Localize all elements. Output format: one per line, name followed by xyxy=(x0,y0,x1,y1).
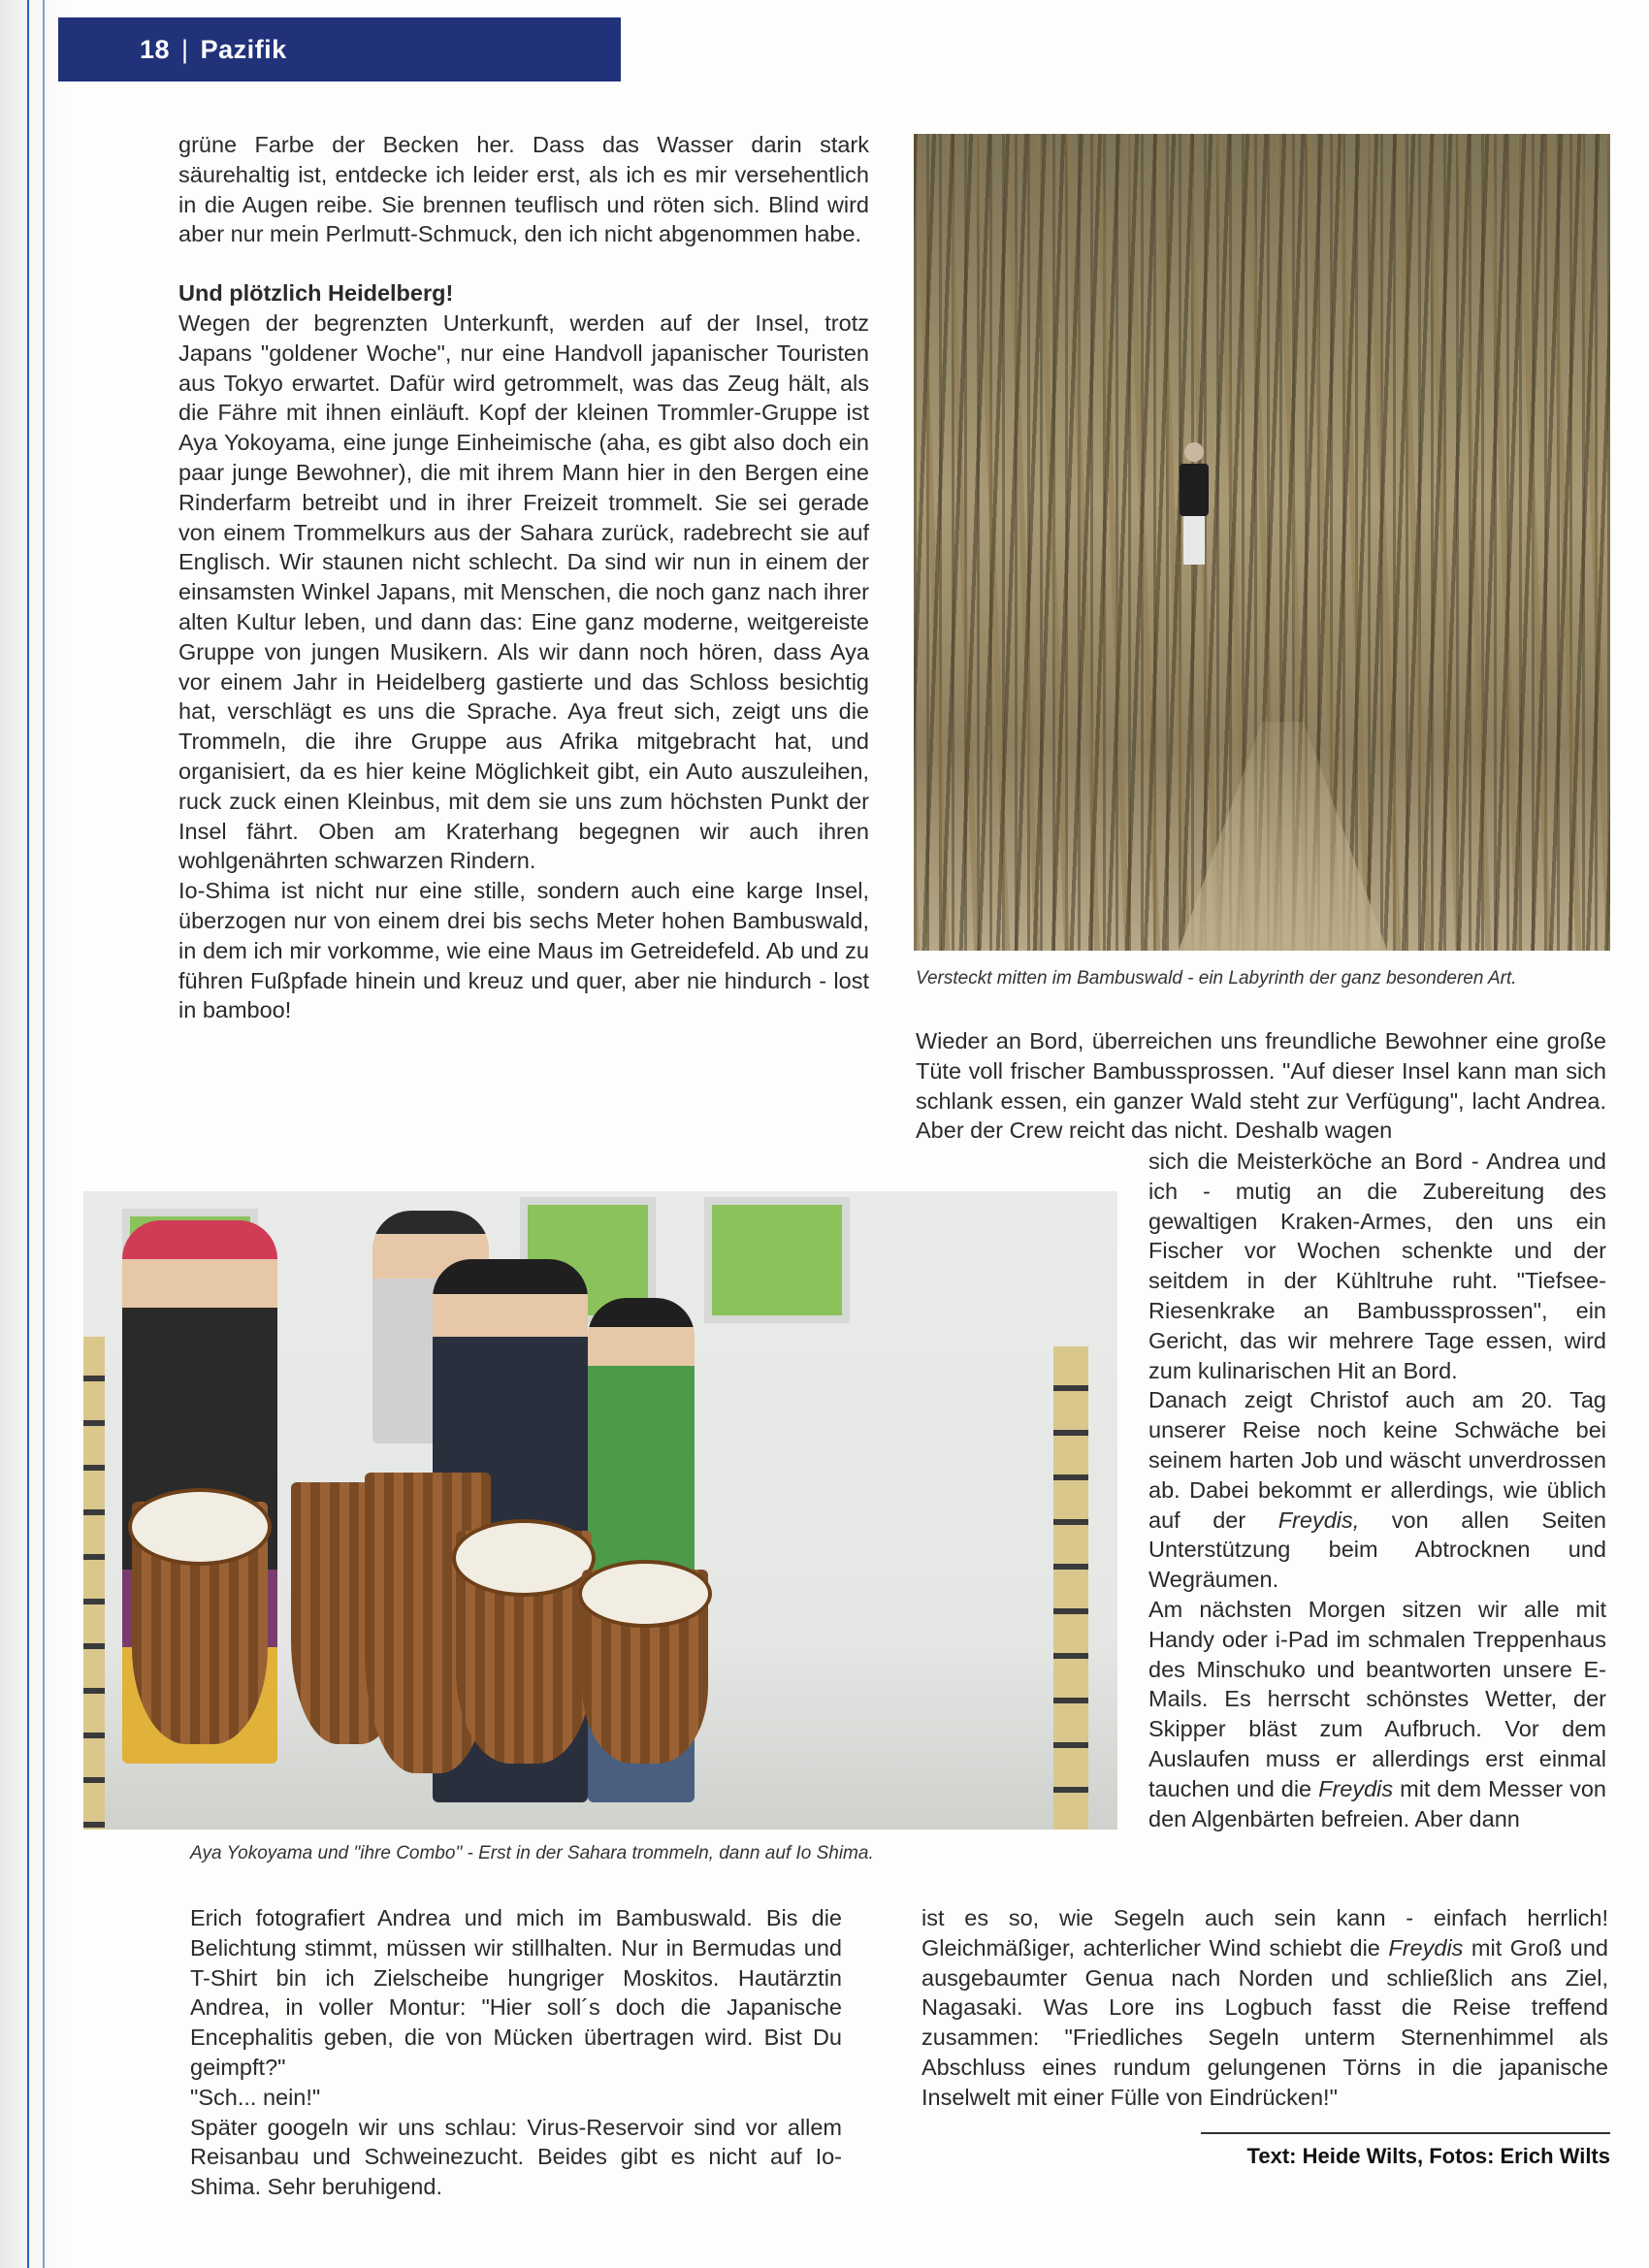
binding-line xyxy=(43,0,45,2268)
paragraph xyxy=(1148,1385,1606,1595)
text-run: Am nächsten Morgen sitzen wir alle mit Handy oder i-Pad im schmalen Treppenhaus des Minschuko und beantworten unsere E-Mails. Es herrscht schönstes Wetter, der Skipper bläst zum Aufbruch. Vor dem Auslaufen muss er allerdings erst einmal tauchen und die xyxy=(1148,1596,1606,1801)
boat-name: Freydis, xyxy=(1277,1507,1360,1533)
paragraph: grüne Farbe der Becken her. Dass das Wasser darin stark säurehaltig ist, entdecke ich leider erst, als ich es mir versehentlich in die Augen reibe. Sie brennen teuflisch und röten sich. Blind wird aber nur mein Perlmutt-Schmuck, den ich nicht abgenommen habe. xyxy=(178,132,869,247)
paragraph: "Sch... nein!" xyxy=(190,2084,321,2110)
article-column-right-bottom xyxy=(922,1903,1608,2113)
text-run: mit Groß und ausgebaumter Genua nach Norden und schließlich ans Ziel, Nagasaki. Was Lore ins Logbuch fasst die Reise treffend zusammen: "Friedliches Segeln unterm Sternenhimmel als Abschluss eines rundum gelungenen Törns in die japanische Inselwelt mit einer Fülle von Eindrücken!" xyxy=(922,1934,1608,2110)
bamboo-forest-photo xyxy=(914,134,1610,951)
paragraph: Erich fotografiert Andrea und mich im Bambuswald. Bis die Belichtung stimmt, müssen wir stillhalten. Nur in Bermudas und T-Shirt bin ich Zielscheibe hungriger Moskitos. Hautärztin Andrea, in voller Montur: "Hier soll´s doch die Japanische Encephalitis geben, die von Mücken übertragen wird. Bist Du geimpft?" xyxy=(190,1905,842,2080)
paragraph: Io-Shima ist nicht nur eine stille, sondern auch eine karge Insel, überzogen nur von einem drei bis sechs Meter hohen Bambuswald, in dem ich mir vorkomme, wie eine Maus im Getreidefeld. Ab und zu führen Fußpfade hinein und kreuz und quer, aber nie hindurch - lost in bamboo! xyxy=(178,878,869,1023)
article-column-left-bottom xyxy=(190,1903,842,2202)
paragraph: Wieder an Bord, überreichen uns freundliche Bewohner eine große Tüte voll frischer Bambussprossen. "Auf dieser Insel kann man sich schlank essen, ein ganzer Wald steht zur Verfügung", lacht Andrea. Aber der Crew reicht das nicht. Deshalb wagen xyxy=(916,1028,1606,1144)
page-number: 18 xyxy=(140,34,171,64)
article-column-right-top xyxy=(916,1026,1606,1146)
section-title: Pazifik xyxy=(200,34,287,64)
page-binding-edge xyxy=(0,0,68,2268)
text-run: von allen Seiten Unterstützung beim Abtrocknen und Wegräumen. xyxy=(1148,1507,1606,1593)
author-credit: Text: Heide Wilts, Fotos: Erich Wilts xyxy=(1246,2144,1610,2168)
text-run: mit dem Messer von den Algenbärten befreien. Aber dann xyxy=(1148,1775,1606,1831)
binding-line xyxy=(27,0,29,2268)
hiker-figure xyxy=(1178,442,1211,568)
drum-group-photo xyxy=(83,1191,1117,1830)
paragraph: Später googeln wir uns schlau: Virus-Reservoir sind vor allem Reisanbau und Schweinezucht. Beides gibt es nicht auf Io-Shima. Sehr beruhigend. xyxy=(190,2114,842,2200)
header-separator: | xyxy=(181,34,189,64)
paragraph xyxy=(922,1903,1608,2113)
paragraph xyxy=(1148,1595,1606,1833)
drum-head xyxy=(578,1560,712,1628)
subheading: Und plötzlich Heidelberg! xyxy=(178,280,454,307)
drum-photo-caption: Aya Yokoyama und "ihre Combo" - Erst in der Sahara trommeln, dann auf Io Shima. xyxy=(190,1843,874,1863)
drum-head xyxy=(128,1488,272,1566)
drum-head xyxy=(452,1519,596,1597)
text-run: ist es so, wie Segeln auch sein kann - einfach herrlich! Gleichmäßiger, achterlicher Wind schiebt die xyxy=(922,1905,1608,1960)
paragraph: Wegen der begrenzten Unterkunft, werden auf der Insel, trotz Japans "goldener Woche", nur eine Handvoll japanischer Touristen aus Tokyo erwartet. Dafür wird getrommelt, was das Zeug hält, als die Fähre mit ihnen einläuft. Kopf der kleinen Trommler-Gruppe ist Aya Yokoyama, eine junge Einheimische (aha, es gibt also doch ein paar junge Bewohner), die mit ihrem Mann hier in den Bergen eine Rinderfarm betreibt und in ihrer Freizeit trommelt. Sie sei gerade von einem Trommelkurs aus der Sahara zurück, radebrecht sie auf Englisch. Wir staunen nicht schlecht. Da sind wir nun in einem der einsamsten Winkel Japans, mit Menschen, die noch ganz nach ihrer alten Kultur leben, und dann das: Eine ganz moderne, weitgereiste Gruppe von jungen Musikern. Als wir dann noch hören, dass Aya vor einem Jahr in Heidelberg gastierte und das Schloss besichtig hat, verschlägt es uns die Sprache. Aya freut sich, zeigt uns die Trommeln, die ihre Gruppe aus Afrika mitgebracht hat, und organisiert, da es hier keine Möglichkeit gibt, ein Auto auszuleihen, ruck zuck einen Kleinbus, mit dem sie uns zum höchsten Punkt der Insel fährt. Oben am Kraterhang begegnen wir auch ihren wohlgenährten schwarzen Rindern. xyxy=(178,309,869,874)
boat-name: Freydis xyxy=(1388,1934,1464,1960)
page-header xyxy=(58,17,621,81)
boat-name: Freydis xyxy=(1318,1775,1394,1801)
paragraph: sich die Meisterköche an Bord - Andrea und ich - mutig an die Zubereitung des gewaltigen Kraken-Armes, den uns ein Fischer vor Wochen schenkte und der seitdem in der Kühltruhe ruht. "Tiefsee-Riesenkrake an Bambussprossen", ein Gericht, das wir mehrere Tage essen, wird zum kulinarischen Hit an Bord. xyxy=(1148,1149,1606,1383)
bamboo-photo-caption: Versteckt mitten im Bambuswald - ein Labyrinth der ganz besonderen Art. xyxy=(916,968,1517,988)
article-column-left-top xyxy=(178,130,869,1025)
striped-pillar xyxy=(83,1337,105,1830)
credit-divider xyxy=(1201,2132,1610,2134)
window xyxy=(704,1197,850,1323)
striped-pillar xyxy=(1053,1346,1088,1830)
text-run: Danach zeigt Christof auch am 20. Tag unserer Reise noch keine Schwäche bei seinem harten Job und wäscht unverdrossen ab. Dabei bekommt er allerdings, wie üblich auf der xyxy=(1148,1387,1606,1533)
article-column-right-mid xyxy=(1148,1147,1606,1833)
